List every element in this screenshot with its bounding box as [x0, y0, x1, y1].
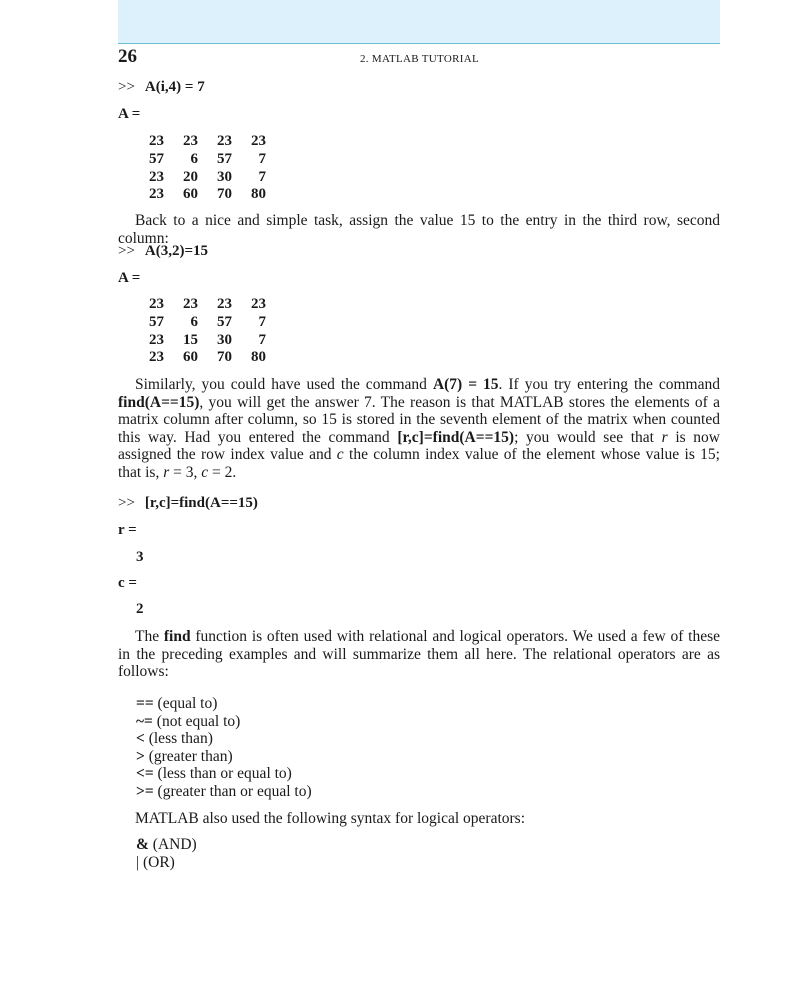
matrix-row: [130, 332, 266, 350]
list-item: [136, 748, 312, 766]
text-run: , you will get the answer 7. The reason is that MATLAB stores the elements of a matrix column after column, so 15 is stored in the seventh element of the matrix when counted this way. Had you entered the command: [118, 393, 720, 446]
operator-description: (greater than or equal to): [153, 782, 312, 800]
matrix-cell: 23: [217, 133, 232, 149]
running-head: 2. MATLAB TUTORIAL: [360, 53, 479, 65]
matrix-cell: 7: [258, 313, 266, 330]
matrix-cell: 57: [217, 313, 232, 330]
matrix-row: [130, 296, 266, 314]
math-var: c: [201, 463, 209, 481]
page-number: 26: [118, 46, 137, 67]
math-var: r: [163, 463, 170, 481]
matrix-cell: 23: [149, 133, 164, 149]
text-run: the column index value of the element whose value is 15; that is,: [118, 446, 720, 481]
command-line-1: [118, 79, 205, 96]
matrix-cell: 57: [217, 150, 232, 167]
list-item: [136, 730, 312, 748]
matrix-cell: 23: [251, 133, 266, 149]
paragraph-4: MATLAB also used the following syntax for logical operators:: [135, 810, 526, 827]
header-band: [118, 0, 720, 44]
math-var: c: [336, 446, 344, 464]
matrix-output-1: [130, 133, 266, 204]
text-run: = 3,: [169, 463, 202, 481]
matrix-cell: 30: [217, 331, 232, 348]
variable-label-r: r =: [118, 522, 137, 538]
list-item: [136, 836, 197, 854]
matrix-cell: 6: [190, 313, 198, 330]
text-run: = 2.: [208, 463, 237, 481]
operator-description: (not equal to): [152, 712, 241, 730]
logical-operators-list: [136, 836, 197, 871]
relational-operators-list: [136, 695, 312, 801]
text-run: . If you try entering the command: [498, 376, 720, 393]
code-inline: find(A==15): [118, 393, 200, 411]
matrix-cell: 15: [183, 331, 198, 348]
operator-symbol: >: [136, 747, 145, 765]
code-inline: [r,c]=find(A==15): [397, 428, 515, 446]
operator-symbol: <: [136, 730, 145, 748]
variable-label-A: A =: [118, 106, 141, 122]
matrix-cell: 57: [149, 150, 164, 167]
matrix-cell: 23: [149, 186, 164, 203]
matrix-cell: 6: [190, 150, 198, 167]
scalar-output-c: 2: [136, 601, 144, 617]
list-item: [136, 695, 312, 713]
matrix-cell: 30: [217, 168, 232, 185]
matrix-cell: 23: [149, 168, 164, 185]
scalar-output-r: 3: [136, 549, 144, 565]
matrix-row: [130, 169, 266, 187]
command-line-3: [118, 495, 258, 512]
list-item: [136, 765, 312, 783]
matrix-cell: 60: [183, 349, 198, 366]
matrix-cell: 7: [258, 168, 266, 185]
operator-description: (less than or equal to): [153, 765, 292, 783]
operator-symbol: ==: [136, 695, 154, 712]
operator-symbol: &: [136, 836, 149, 853]
matrix-cell: 20: [183, 168, 198, 185]
matrix-cell: 23: [149, 296, 164, 312]
matrix-cell: 60: [183, 186, 198, 203]
operator-symbol: ~=: [136, 712, 153, 730]
matrix-cell: 23: [183, 296, 198, 312]
matrix-cell: 70: [217, 349, 232, 366]
command-line-2: [118, 243, 208, 260]
math-var: r: [661, 428, 668, 446]
operator-description: (OR): [139, 853, 175, 871]
matrix-row: [130, 314, 266, 332]
matrix-cell: 80: [251, 186, 266, 203]
matrix-row: [130, 349, 266, 367]
prompt: >>: [118, 495, 135, 511]
command-text: A(i,4) = 7: [144, 79, 205, 95]
text-run: function is often used with relational and logical operators. We used a few of these in the preceding examples and will summarize them all here. The relational operators are as follows:: [118, 628, 720, 681]
text-run: Similarly, you could have used the command: [135, 376, 433, 393]
matrix-row: [130, 186, 266, 204]
list-item: [136, 713, 312, 731]
matrix-cell: 70: [217, 186, 232, 203]
matrix-output-2: [130, 296, 266, 367]
prompt: >>: [118, 79, 135, 95]
list-item: [136, 783, 312, 801]
paragraph-2: [118, 376, 720, 482]
text-run: is now assigned the row index value and: [118, 428, 720, 464]
matrix-cell: 23: [251, 296, 266, 312]
matrix-row: [130, 151, 266, 169]
text-run: ; you would see that: [514, 428, 662, 446]
matrix-cell: 23: [183, 133, 198, 149]
variable-label-A: A =: [118, 270, 141, 286]
operator-description: (AND): [148, 836, 197, 853]
operator-description: (less than): [144, 730, 213, 748]
matrix-cell: 23: [149, 349, 164, 366]
paragraph-3: [118, 628, 720, 681]
matrix-cell: 57: [149, 313, 164, 330]
list-item: [136, 854, 197, 872]
operator-symbol: |: [136, 853, 140, 871]
operator-description: (equal to): [153, 695, 218, 712]
matrix-cell: 23: [149, 331, 164, 348]
code-inline: A(7) = 15: [432, 376, 499, 393]
command-text: [r,c]=find(A==15): [144, 495, 258, 511]
matrix-cell: 7: [258, 331, 266, 348]
matrix-cell: 7: [258, 150, 266, 167]
code-inline: find: [163, 628, 191, 645]
operator-description: (greater than): [144, 747, 233, 765]
matrix-row: [130, 133, 266, 151]
prompt: >>: [118, 243, 135, 259]
variable-label-c: c =: [118, 575, 137, 591]
operator-symbol: <=: [136, 765, 154, 783]
matrix-cell: 23: [217, 296, 232, 312]
operator-symbol: >=: [136, 782, 154, 800]
paragraph-1: Back to a nice and simple task, assign the value 15 to the entry in the third row, second column:: [118, 212, 720, 247]
command-text: A(3,2)=15: [144, 243, 209, 259]
matrix-cell: 80: [251, 349, 266, 366]
text-run: The: [135, 628, 164, 645]
